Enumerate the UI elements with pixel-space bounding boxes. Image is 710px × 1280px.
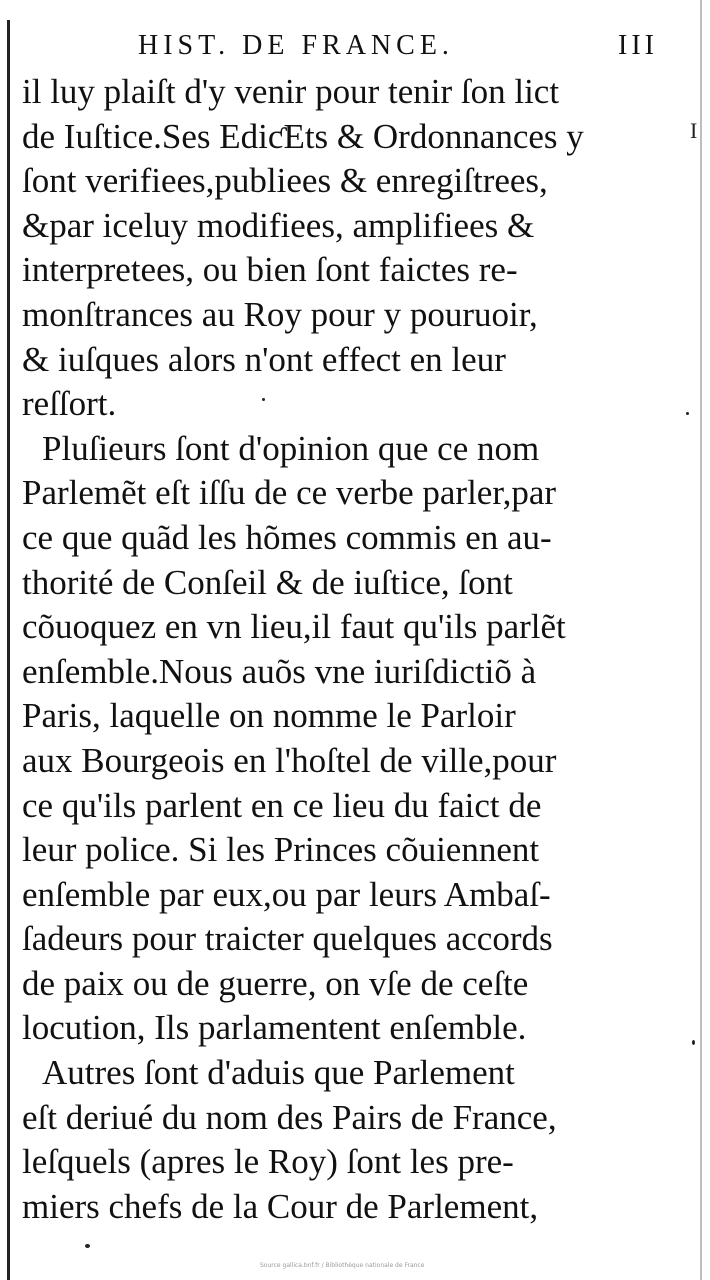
paragraph-start-line: Autres ſont d'aduis que Parlement xyxy=(42,1053,515,1093)
text-line: monſtrances au Roy pour y pouruoir, xyxy=(22,294,538,334)
text-line: de paix ou de guerre, on vſe de ceſte xyxy=(22,963,529,1003)
body-text xyxy=(22,70,670,1229)
scan-speck xyxy=(686,412,689,415)
text-line: ſont verifiees,publiees & enregiſtrees, xyxy=(22,161,548,201)
text-line: locution, Ils parlamentent enſemble. xyxy=(22,1008,527,1048)
text-line: ce qu'ils parlent en ce lieu du faict de xyxy=(22,785,542,825)
text-line: Paris, laquelle on nomme le Parloir xyxy=(22,696,516,736)
text-line: miers chefs de la Cour de Parlement, xyxy=(22,1186,539,1226)
footer-credit: Source gallica.bnf.fr / Bibliothèque nationale de France xyxy=(260,1262,425,1269)
text-line: reſſort. xyxy=(22,384,117,424)
text-line: de Iuſtice.Ses EdiƈEts & Ordonnances y xyxy=(22,116,584,156)
scan-speck xyxy=(262,398,265,401)
text-line: enſemble par eux,ou par leurs Ambaſ- xyxy=(22,874,551,914)
text-line: Parlemẽt eſt iſſu de ce verbe parler,par xyxy=(22,473,557,513)
text-line: interpretees, ou bien ſont faictes re- xyxy=(22,250,518,290)
text-line: ce que quãd les hõmes commis en au- xyxy=(22,517,552,557)
text-line: il luy plaiſt d'y venir pour tenir ſon lict xyxy=(22,72,560,111)
running-title: HIST. DE FRANCE. xyxy=(138,30,454,61)
text-line: thorité de Conſeil & de iuſtice, ſont xyxy=(22,562,513,602)
scan-speck xyxy=(85,1244,90,1248)
text-line: leſquels (apres le Roy) ſont les pre- xyxy=(22,1142,514,1182)
text-line: & iuſques alors n'ont effect en leur xyxy=(22,339,506,379)
text-line: aux Bourgeois en l'hoſtel de ville,pour xyxy=(22,740,557,780)
margin-mark: I xyxy=(690,118,698,143)
text-line: leur police. Si les Princes cõuiennent xyxy=(22,830,540,870)
running-head xyxy=(138,30,658,70)
page-number: III xyxy=(618,30,658,61)
text-line: &par iceluy modifiees, amplifiees & xyxy=(22,205,535,245)
page-edge-rule xyxy=(7,20,10,1280)
page-right-edge xyxy=(700,0,702,1280)
text-line: enſemble.Nous auõs vne iuriſdictiõ à xyxy=(22,651,537,691)
text-line: eſt deriué du nom des Pairs de France, xyxy=(22,1097,557,1137)
paragraph-start-line: Pluſieurs ſont d'opinion que ce nom xyxy=(42,428,540,468)
scan-speck xyxy=(692,1040,695,1045)
text-line: cõuoquez en vn lieu,il faut qu'ils parlẽt xyxy=(22,607,566,647)
text-line: ſadeurs pour traicter quelques accords xyxy=(22,919,553,959)
